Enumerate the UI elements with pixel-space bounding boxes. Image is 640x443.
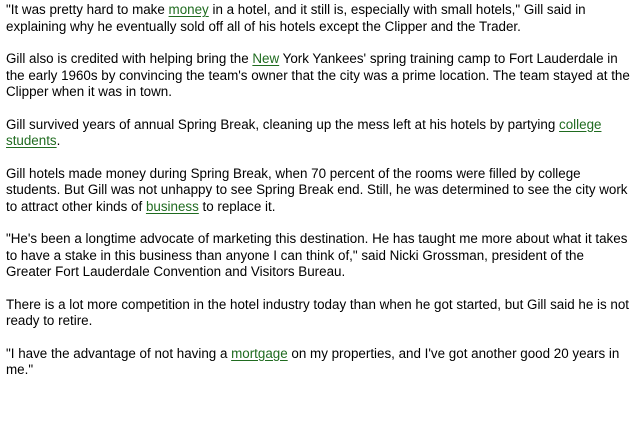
body-text: York Yankees' spring training camp to Fort Lauderdale in [279,51,618,66]
body-text: to replace it. [198,198,276,214]
keyword-link-college[interactable]: college [559,116,602,132]
paragraph-3 [6,117,634,150]
paragraph-1 [6,2,634,35]
body-text: in a hotel, and it still is, especially with small hotels," Gill said in [208,2,586,17]
body-text: me." [6,362,34,377]
body-text: Gill hotels made money during Spring Break, when 70 percent of the rooms were filled by college [6,165,581,181]
body-text: ready to retire. [6,313,93,328]
paragraph-7 [6,346,634,379]
body-text: the early 1960s by convincing the team's owner that the city was a prime location. The team stayed at the [6,67,630,83]
keyword-link-new[interactable]: New [252,51,280,66]
body-text: There is a lot more competition in the hotel industry today than when he got started, but Gill said he is not [6,296,630,312]
body-text: "I have the advantage of not having a [6,345,232,361]
body-text: "He's been a longtime advocate of marketing this destination. He has taught me more about what it takes [6,231,628,246]
body-text: "It was pretty hard to make [6,2,169,17]
body-text: explaining why he eventually sold off all of his hotels except the Clipper and the Trader. [6,18,521,34]
body-text: Gill also is credited with helping bring the [6,51,253,66]
body-text: students. But Gill was not unhappy to see Spring Break end. Still, he was determined to see the city work [6,182,628,197]
keyword-link-business[interactable]: business [145,198,199,214]
body-text: to attract other kinds of [6,198,146,214]
article-body [6,2,634,395]
keyword-link-students[interactable]: students [6,133,57,148]
paragraph-5 [6,231,634,281]
body-text: Clipper when it was in town. [6,84,172,99]
body-text: Greater Fort Lauderdale Convention and Visitors Bureau. [6,264,346,279]
keyword-link-mortgage[interactable]: mortgage [231,345,288,361]
body-text: . [56,133,61,148]
body-text: on my properties, and I've got another good 20 years in [287,345,620,361]
keyword-link-money[interactable]: money [168,2,209,17]
paragraph-6 [6,297,634,330]
body-text: Gill survived years of annual Spring Break, cleaning up the mess left at his hotels by partying [6,116,560,132]
body-text: to have a stake in this business than anyone I can think of," said Nicki Grossman, president of the [6,247,584,263]
paragraph-2 [6,51,634,101]
paragraph-4 [6,166,634,216]
